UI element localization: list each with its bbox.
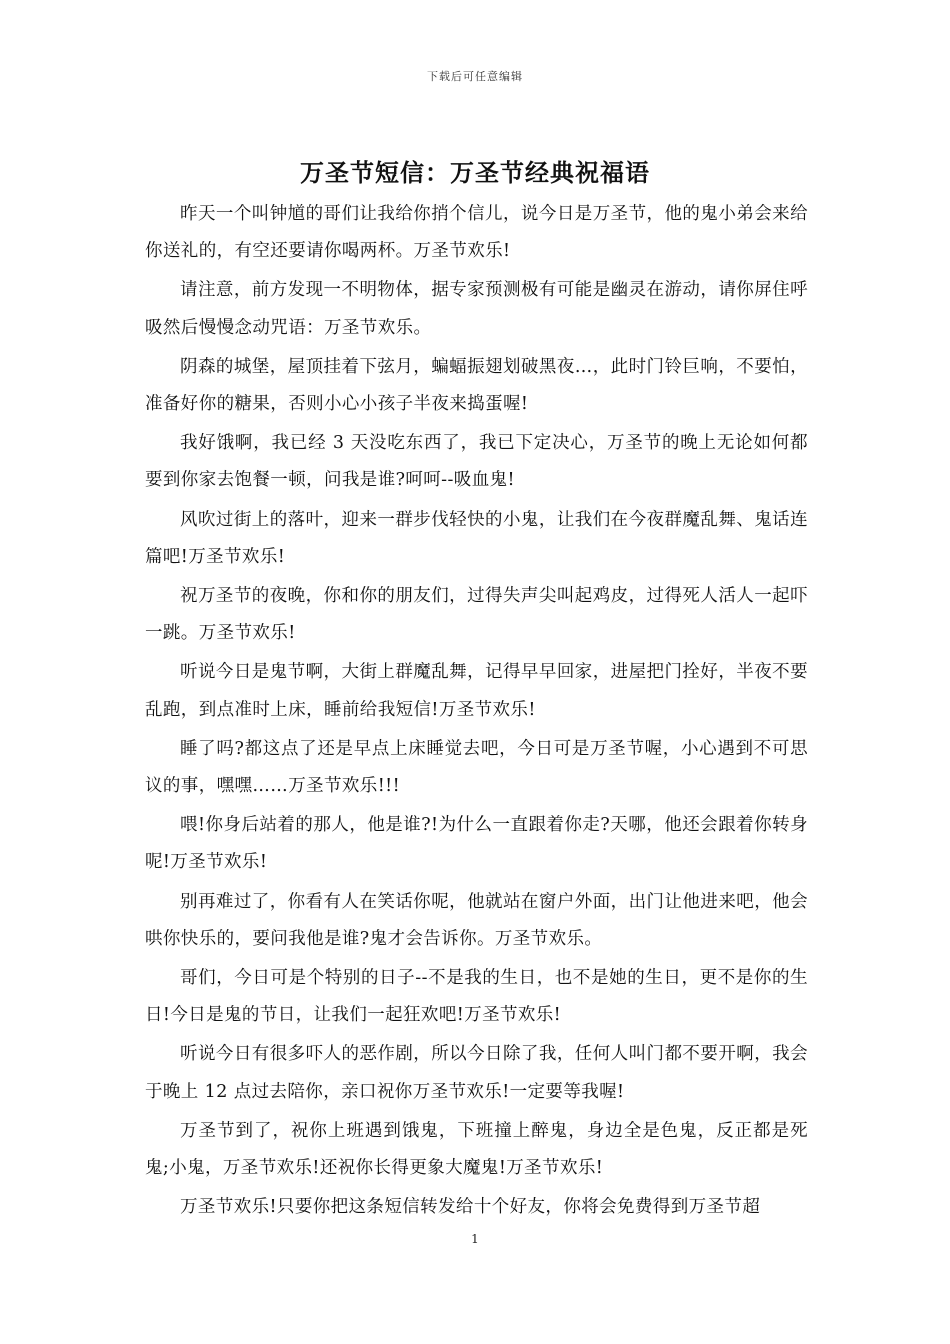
document-title: 万圣节短信：万圣节经典祝福语 [300, 158, 650, 187]
paragraph-1: 昨天一个叫钟馗的哥们让我给你捎个信儿，说今日是万圣节，他的鬼小弟会来给你送礼的，有空还要请你喝两杯。万圣节欢乐! [145, 204, 808, 262]
document-body [145, 196, 808, 1228]
paragraph-14: 万圣节欢乐!只要你把这条短信转发给十个好友，你将会免费得到万圣节超 [180, 1197, 761, 1218]
paragraph-11: 哥们，今日可是个特别的日子--不是我的生日，也不是她的生日，更不是你的生日!今日是鬼的节日，让我们一起狂欢吧!万圣节欢乐! [145, 968, 808, 1026]
page-number: 1 [471, 1232, 479, 1246]
paragraph-2: 请注意，前方发现一不明物体，据专家预测极有可能是幽灵在游动，请你屏住呼吸然后慢慢念动咒语：万圣节欢乐。 [145, 280, 808, 338]
paragraph-7: 听说今日是鬼节啊，大街上群魔乱舞，记得早早回家，进屋把门拴好，半夜不要乱跑，到点准时上床，睡前给我短信!万圣节欢乐! [145, 662, 808, 720]
header-note: 下载后可任意编辑 [427, 70, 523, 83]
paragraph-6: 祝万圣节的夜晚，你和你的朋友们，过得失声尖叫起鸡皮，过得死人活人一起吓一跳。万圣节欢乐! [145, 586, 808, 644]
paragraph-12: 听说今日有很多吓人的恶作剧，所以今日除了我，任何人叫门都不要开啊，我会于晚上 12 点过去陪你，亲口祝你万圣节欢乐!一定要等我喔! [145, 1044, 808, 1102]
paragraph-10: 别再难过了，你看有人在笑话你呢，他就站在窗户外面，出门让他进来吧，他会哄你快乐的，要问我他是谁?鬼才会告诉你。万圣节欢乐。 [145, 891, 808, 949]
paragraph-9: 喂!你身后站着的那人，他是谁?!为什么一直跟着你走?天哪，他还会跟着你转身呢!万圣节欢乐! [145, 815, 808, 873]
paragraph-5: 风吹过街上的落叶，迎来一群步伐轻快的小鬼，让我们在今夜群魔乱舞、鬼话连篇吧!万圣节欢乐! [145, 509, 808, 567]
paragraph-4: 我好饿啊，我已经 3 天没吃东西了，我已下定决心，万圣节的晚上无论如何都要到你家去饱餐一顿，问我是谁?呵呵--吸血鬼! [145, 433, 808, 491]
paragraph-13: 万圣节到了，祝你上班遇到饿鬼，下班撞上醉鬼，身边全是色鬼，反正都是死鬼;小鬼，万圣节欢乐!还祝你长得更象大魔鬼!万圣节欢乐! [145, 1120, 808, 1179]
paragraph-3: 阴森的城堡，屋顶挂着下弦月，蝙蝠振翅划破黑夜…，此时门铃巨响，不要怕，准备好你的糖果，否则小心小孩子半夜来捣蛋喔! [145, 356, 808, 415]
paragraph-8: 睡了吗?都这点了还是早点上床睡觉去吧，今日可是万圣节喔，小心遇到不可思议的事，嘿嘿……万圣节欢乐!!! [145, 738, 808, 797]
